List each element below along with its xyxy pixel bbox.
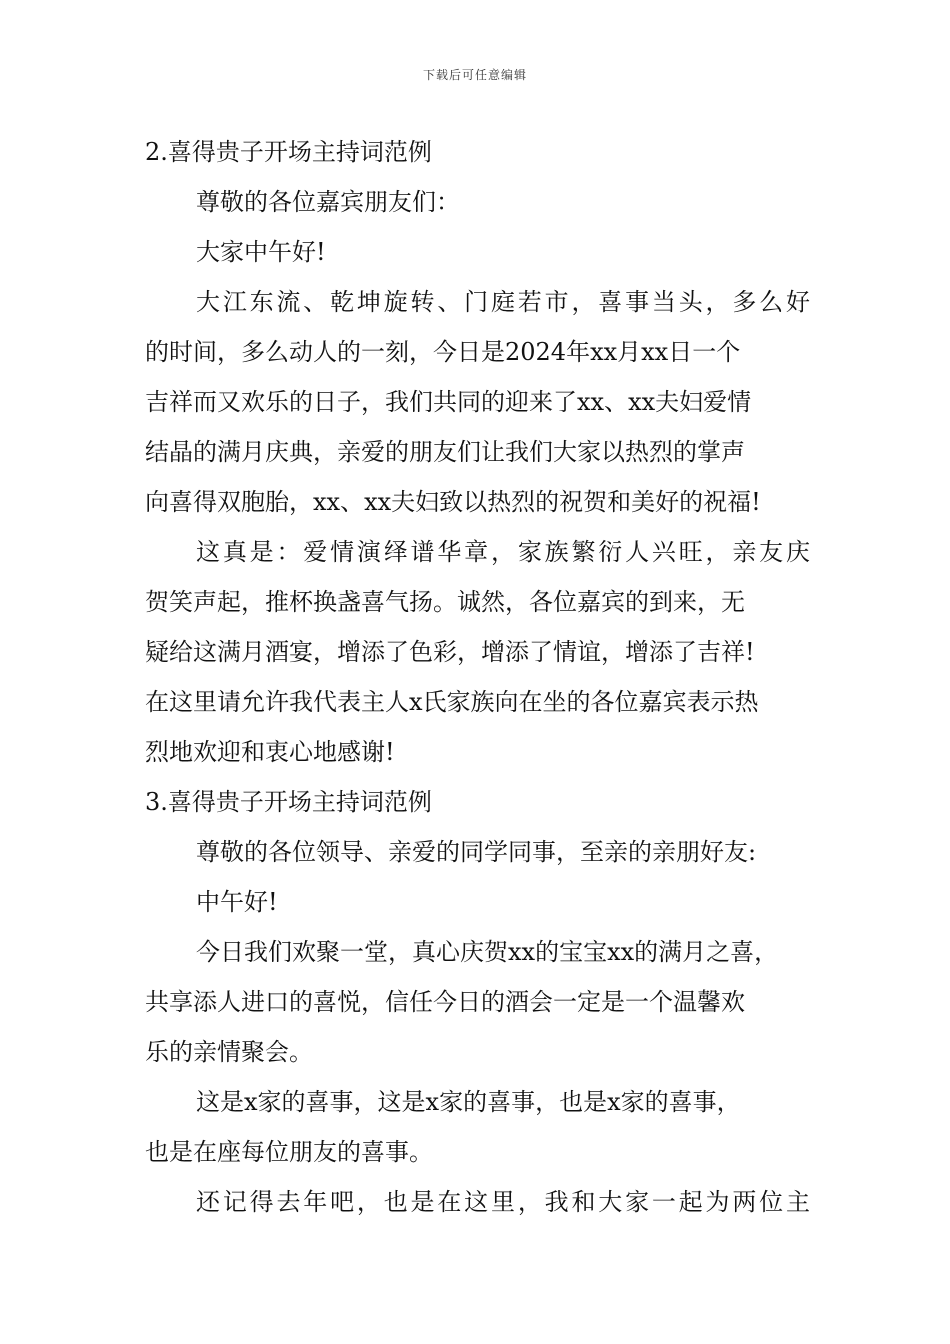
- salutation: 尊敬的各位嘉宾朋友们：: [196, 188, 460, 216]
- paragraph-line: 吉祥而又欢乐的日子，我们共同的迎来了xx、xx夫妇爱情: [145, 388, 752, 416]
- paragraph-line: 烈地欢迎和衷心地感谢!: [145, 738, 395, 766]
- salutation: 尊敬的各位领导、亲爱的同学同事，至亲的亲朋好友:: [196, 838, 757, 866]
- page-header-note: 下载后可任意编辑: [422, 68, 527, 82]
- paragraph-line: 在这里请允许我代表主人x氏家族向在坐的各位嘉宾表示热: [145, 688, 759, 716]
- paragraph-line: 的时间，多么动人的一刻，今日是2024年xx月xx日一个: [145, 338, 741, 366]
- paragraph-line: 大江东流、乾坤旋转、门庭若市，喜事当头，多么好: [196, 288, 810, 316]
- paragraph-line: 今日我们欢聚一堂，真心庆贺xx的宝宝xx的满月之喜，: [196, 938, 779, 966]
- greeting: 中午好!: [196, 888, 278, 916]
- section-heading: 3.喜得贵子开场主持词范例: [145, 788, 432, 816]
- greeting: 大家中午好!: [196, 238, 326, 266]
- paragraph-line: 还记得去年吧，也是在这里，我和大家一起为两位主: [196, 1188, 810, 1216]
- paragraph-line: 也是在座每位朋友的喜事。: [145, 1138, 433, 1166]
- paragraph-line: 乐的亲情聚会。: [145, 1038, 313, 1066]
- paragraph-line: 疑给这满月酒宴，增添了色彩，增添了情谊，增添了吉祥!: [145, 638, 755, 666]
- paragraph-line: 这真是：爱情演绎谱华章，家族繁衍人兴旺，亲友庆: [196, 538, 810, 566]
- section-heading: 2.喜得贵子开场主持词范例: [145, 138, 432, 166]
- paragraph-line: 这是x家的喜事，这是x家的喜事，也是x家的喜事，: [196, 1088, 741, 1116]
- paragraph-line: 结晶的满月庆典，亲爱的朋友们让我们大家以热烈的掌声: [145, 438, 745, 466]
- document-body: [145, 127, 810, 1227]
- paragraph-line: 贺笑声起，推杯换盏喜气扬。诚然，各位嘉宾的到来，无: [145, 588, 745, 616]
- paragraph-line: 向喜得双胞胎，xx、xx夫妇致以热烈的祝贺和美好的祝福!: [145, 488, 761, 516]
- paragraph-line: 共享添人进口的喜悦，信任今日的酒会一定是一个温馨欢: [145, 988, 745, 1016]
